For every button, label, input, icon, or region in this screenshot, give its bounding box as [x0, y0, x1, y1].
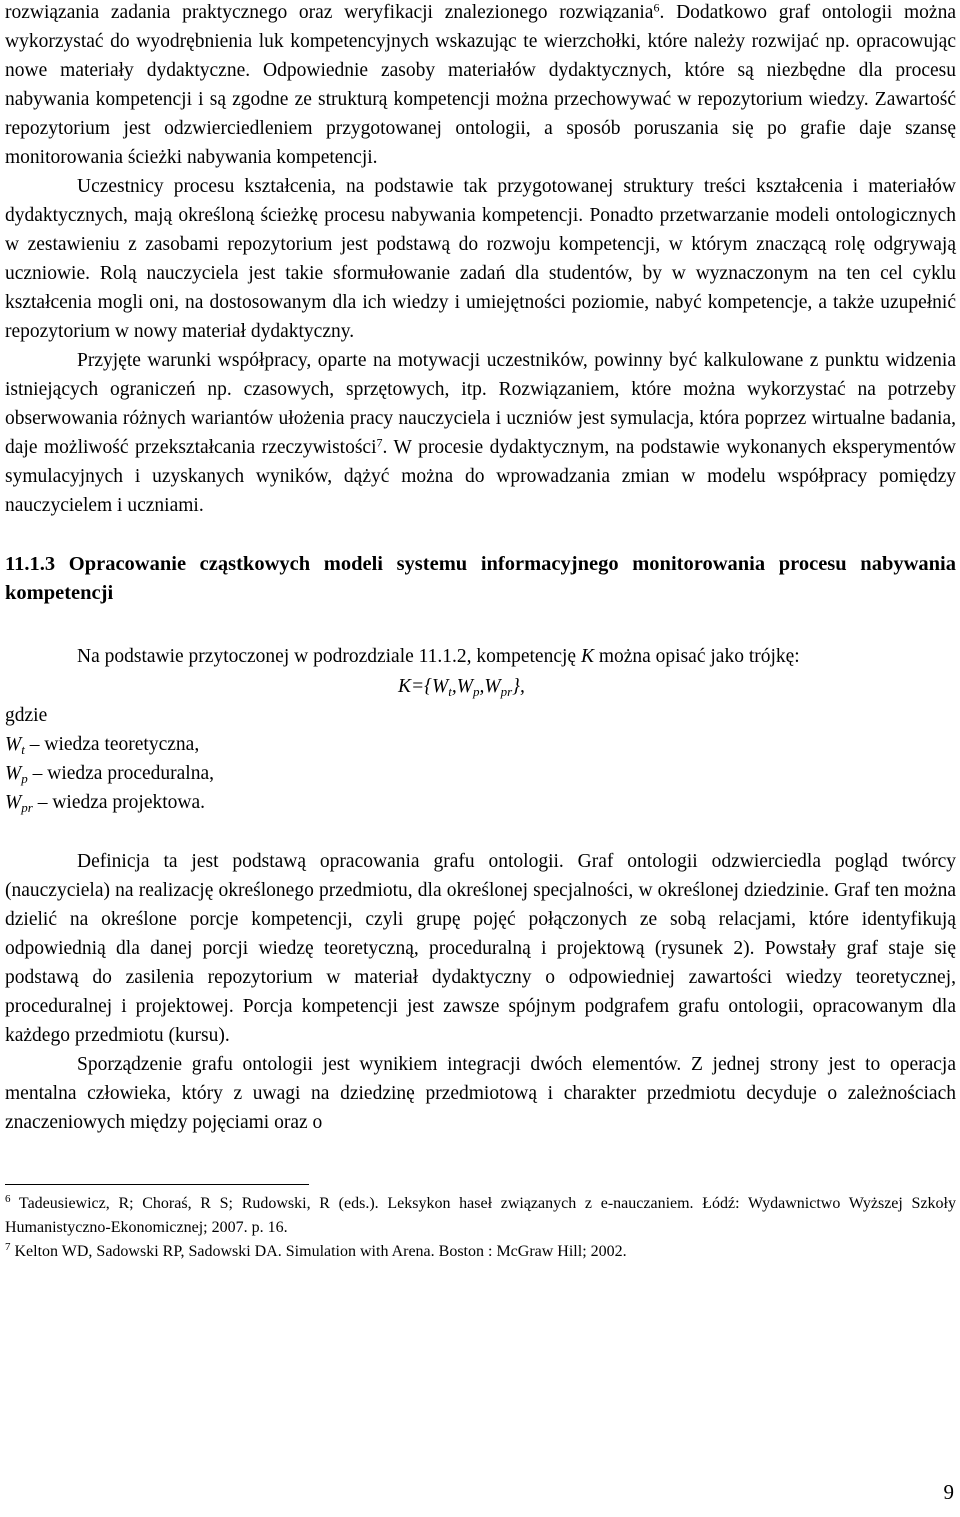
- formula-sub-p: p: [472, 683, 480, 699]
- competence-formula: [398, 672, 956, 701]
- footnotes: [5, 1192, 956, 1264]
- paragraph-1-text-a: rozwiązania zadania praktycznego oraz weryfikacji znalezionego rozwiązania: [5, 2, 654, 23]
- definition-symbol: W: [5, 763, 22, 784]
- footnote-item: [5, 1192, 956, 1240]
- formula-sub-t: t: [448, 683, 452, 699]
- paragraph-1-text-b: . Dodatkowo graf ontologii można wykorzystać do wyodrębnienia luk kompetencyjnych wskazując te wierzchołki, które należy rozwijać np. opracowując nowe materiały dydaktyczne. Odpowiednie zasoby materiałów dydaktycznych, które są niezbędne dla procesu nabywania kompetencji i są zgodne ze strukturą kompetencji można przechowywać w repozytorium wiedzy. Zawartość repozytorium jest odzwierciedleniem przygotowanej ontologii, a sposób poruszania się po grafie daje szansę monitorowania ścieżki nabywania kompetencji.: [5, 2, 956, 168]
- definition-symbol: W: [5, 734, 22, 755]
- paragraph-2: Uczestnicy procesu kształcenia, na podstawie tak przygotowanej struktury treści kształcenia i materiałów dydaktycznych, mają określoną ścieżkę procesu nabywania kompetencji. Ponadto przetwarzanie modeli ontologicznych w zestawieniu z zasobami repozytorium jest podstawą do rozwoju kompetencji, w którym znaczącą rolę odgrywają uczniowie. Rolą nauczyciela jest takie sformułowanie zadań dla studentów, by w wyznaczonym na ten cel cyklu kształcenia mogli oni, na dostosowanym dla ich wiedzy i umiejętności poziomie, nabyć kompetencje, a także uzupełnić repozytorium w nowy materiał dydaktyczny.: [5, 176, 956, 342]
- formula-intro: [5, 642, 956, 671]
- section-heading: 11.1.3 Opracowanie cząstkowych modeli systemu informacyjnego monitorowania procesu nabywania kompetencji: [5, 553, 956, 604]
- footnote-number: 6: [5, 1192, 11, 1205]
- paragraph-3: [5, 346, 956, 520]
- paragraph-4: Definicja ta jest podstawą opracowania grafu ontologii. Graf ontologii odzwierciedla pogląd twórcy (nauczyciela) na realizację określonego przedmiotu, dla określonej specjalności, w określonej dziedzinie. Graf ten można dzielić na określone porcje kompetencji, czyli grupę pojęć połączonych ze sobą relacjami, które identyfikują odpowiednią dla danej porcji wiedzę teoretyczną, proceduralną i projektową (rysunek 2). Powstały graf staje się podstawą do zasilenia repozytorium w materiał dydaktyczny o odpowiedniej zawartości wiedzy teoretycznej, proceduralnej i projektowej. Porcja kompetencji jest zawsze spójnym podgrafem grafu ontologii, opracowanym dla każdego przedmiotu (kursu).: [5, 851, 956, 1046]
- definition-symbol: W: [5, 792, 22, 813]
- footnote-separator: [5, 1184, 309, 1185]
- competence-symbol: K: [580, 646, 594, 667]
- paragraph-3-text-b: . W procesie dydaktycznym, na podstawie wykonanych eksperymentów symulacyjnych i uzyskanych wyników, dążyć można do wprowadzania zmian w modelu współpracy pomiędzy nauczycielem i uczniami.: [5, 437, 956, 516]
- footnote-ref-6[interactable]: 6: [653, 0, 660, 15]
- definition-item: [5, 788, 956, 817]
- formula-intro-text-b: można opisać jako trójkę:: [593, 646, 800, 667]
- page-number: 9: [943, 1480, 954, 1504]
- definition-text: – wiedza projektowa.: [32, 792, 205, 813]
- paragraph-5: Sporządzenie grafu ontologii jest wynikiem integracji dwóch elementów. Z jednej strony jest to operacja mentalna człowieka, który z uwagi na dziedzinę przedmiotową i charakter przedmiotu decyduje o zależnościach znaczeniowych między pojęciami oraz o: [5, 1054, 956, 1133]
- document-page: [5, 0, 956, 1264]
- definition-item: [5, 759, 956, 788]
- paragraph-1: [5, 0, 956, 172]
- definition-subscript: p: [21, 770, 28, 786]
- definition-text: – wiedza teoretyczna,: [24, 734, 200, 755]
- definition-subscript: pr: [21, 799, 33, 815]
- gdzie-label: gdzie: [5, 705, 48, 726]
- footnote-text: Kelton WD, Sadowski RP, Sadowski DA. Simulation with Arena. Boston : McGraw Hill; 2002.: [10, 1243, 627, 1260]
- formula-intro-text-a: Na podstawie przytoczonej w podrozdziale 11.1.2, kompetencję: [77, 646, 581, 667]
- formula-part-end: },: [512, 676, 525, 697]
- footnote-ref-7[interactable]: 7: [376, 435, 383, 450]
- definition-text: – wiedza proceduralna,: [27, 763, 214, 784]
- footnote-text: Tadeusiewicz, R; Choraś, R S; Rudowski, R (eds.). Leksykon haseł związanych z e-nauczaniem. Łódź: Wydawnictwo Wyższej Szkoły Humanistyczno-Ekonomicznej; 2007. p. 16.: [5, 1195, 956, 1236]
- footnote-number: 7: [5, 1240, 11, 1253]
- formula-sub-pr: pr: [500, 683, 513, 699]
- formula-part-sep2: ,W: [479, 676, 501, 697]
- footnote-item: [5, 1240, 956, 1264]
- paragraph-3-text-a: Przyjęte warunki współpracy, oparte na motywacji uczestników, powinny być kalkulowane z punktu widzenia istniejących ograniczeń np. czasowych, sprzętowych, itp. Rozwiązaniem, które można wykorzystać na potrzeby obserwowania różnych wariantów ułożenia pracy nauczyciela i uczniów jest symulacja, która poprzez wirtualne badania, daje możliwość przekształcania rzeczywistości: [5, 350, 956, 458]
- formula-part-sep1: ,W: [451, 676, 473, 697]
- formula-part-lhs: K={W: [398, 676, 449, 697]
- definition-item: [5, 730, 956, 759]
- definition-subscript: t: [21, 741, 25, 757]
- definitions-list: [5, 701, 956, 817]
